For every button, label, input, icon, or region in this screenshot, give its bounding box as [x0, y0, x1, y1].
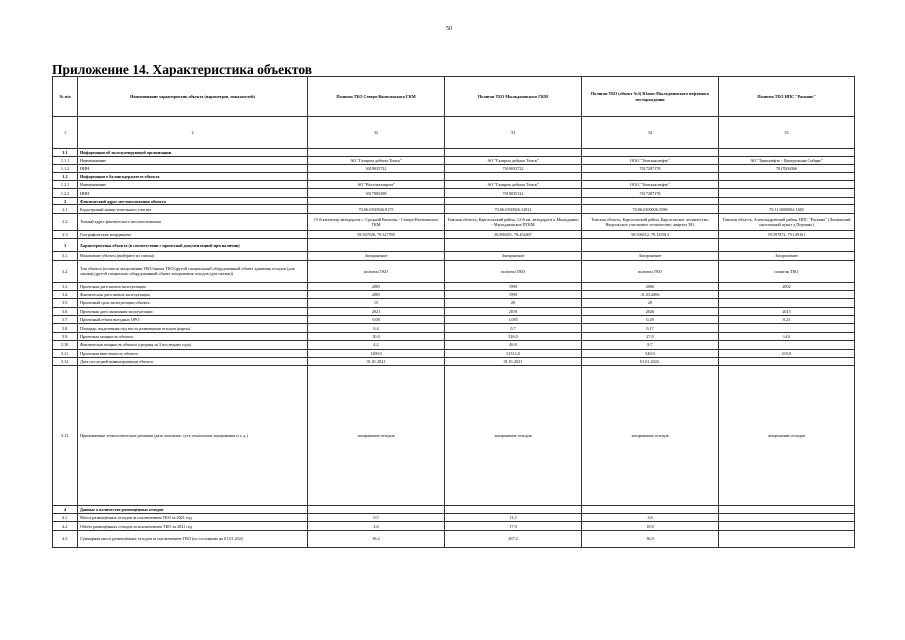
value-cell: полигон ТКО [582, 260, 719, 282]
row-label: Проектный объем въездных ОРО [78, 316, 308, 324]
empty-cell [308, 239, 445, 252]
value-cell: 1999 [445, 290, 582, 298]
table-row [53, 290, 855, 298]
value-cell: 2019 [445, 307, 582, 315]
column-number: 1 [53, 117, 78, 149]
section-label: Характеристика объекта (в соответствии с проектной документацией при наличии) [78, 239, 308, 252]
value-cell: АО "Востокгазпром" [308, 180, 445, 188]
value-cell: 20 [582, 299, 719, 307]
row-number: 4.1. [53, 514, 78, 522]
section-row [53, 506, 855, 514]
section-row [53, 173, 855, 181]
column-header: Полигон ТБО (объект №3) Южно-Мыльджинского нефтяного месторождения [582, 77, 719, 117]
value-cell: Томская область, Каргасокский район, 12-й км. автодороги к Мыльджино - Мыльджинское ПГКМ [445, 213, 582, 230]
value-cell: 49,8 [445, 341, 582, 349]
empty-cell [445, 149, 582, 157]
row-label: Наименование [78, 156, 308, 164]
value-cell: 7019035722 [445, 164, 582, 172]
column-header: Полигон ТБО Северо-Васюганского ГКМ [308, 77, 445, 117]
row-label: Фактическая мощность объекта (средняя за 3 последних года) [78, 341, 308, 349]
column-number: 32 [308, 117, 445, 149]
row-number: 3.3. [53, 282, 78, 290]
column-header: Полигон ТБО НПС "Раскино" [719, 77, 855, 117]
column-number: 35 [719, 117, 855, 149]
value-cell [719, 180, 855, 188]
value-cell: полигон ТКО [308, 260, 445, 282]
row-number: 3.2. [53, 260, 78, 282]
section-row [53, 197, 855, 205]
value-cell: 17,9 [445, 522, 582, 530]
row-number: 4.3. [53, 530, 78, 547]
row-label: Применяемые технологические решения (дать описание: суть технологии захоронения и т. д.) [78, 366, 308, 506]
row-number: 3.13. [53, 366, 78, 506]
value-cell: 0,5 [308, 514, 445, 522]
page-number: 50 [446, 26, 452, 32]
value-cell: 4,2 [308, 341, 445, 349]
value-cell: 1200,0 [308, 349, 445, 357]
row-label: Проектный срок эксплуатации объекта [78, 299, 308, 307]
value-cell: 267,4 [445, 530, 582, 547]
row-number: 3.9. [53, 332, 78, 340]
row-number: 3.8. [53, 324, 78, 332]
row-number: 4 [53, 506, 78, 514]
value-cell: 14,0 [719, 332, 855, 340]
row-label: ИНН [78, 164, 308, 172]
empty-cell [582, 239, 719, 252]
value-cell [719, 530, 855, 547]
value-cell: 2006 [582, 282, 719, 290]
table-row [53, 180, 855, 188]
value-cell: 59.347928, 79.327595 [308, 230, 445, 238]
value-cell: 1,085 [445, 316, 582, 324]
value-cell: 59.597872, 79.149161 [719, 230, 855, 238]
value-cell: 2,6 [308, 522, 445, 530]
row-label: Географические координаты [78, 230, 308, 238]
value-cell: 31512,0 [445, 349, 582, 357]
value-cell: 540,0 [582, 349, 719, 357]
row-label: Суммарная масса размещённых отходов за исключением ТКО (по состоянию на 01.01.2022 [78, 530, 308, 547]
value-cell: 7017287178 [582, 189, 719, 197]
empty-cell [445, 197, 582, 205]
column-header: № п/п [53, 77, 78, 117]
empty-cell [582, 197, 719, 205]
table-row [53, 366, 855, 506]
row-number: 1.1 [53, 149, 78, 157]
section-label: Данные о количестве размещённых отходов [78, 506, 308, 514]
value-cell: 58.506512, 78.125014 [582, 230, 719, 238]
empty-cell [582, 506, 719, 514]
value-cell: полигон ТКО [445, 260, 582, 282]
page-title: Приложение 14. Характеристика объектов [52, 62, 313, 77]
column-header: Наименование характеристик объекта (параметров, показателей) [78, 77, 308, 117]
value-cell: 70:06:0100026:12812 [445, 205, 582, 213]
value-cell: 36,9 [582, 530, 719, 547]
table-row [53, 307, 855, 315]
table-row [53, 332, 855, 340]
column-number: 34 [582, 117, 719, 149]
row-label: ИНН [78, 189, 308, 197]
row-label: Дата последней инвентаризации объекта [78, 358, 308, 366]
value-cell: 526,0 [445, 332, 582, 340]
row-label: Тип объекта (полигон захоронения ТКО/свалка ТКО/другой специальный оборудованный объект хранения отходов (для свалки)/другой специально оборудованный объект захоронения отходов (для свалки)) [78, 260, 308, 282]
value-cell [719, 189, 855, 197]
column-header: Полигон ТБО Мыльджинского ГКМ [445, 77, 582, 117]
value-cell: 3,6 [582, 514, 719, 522]
value-cell: АО "Транснефть - Центральная Сибирь" [719, 156, 855, 164]
empty-cell [308, 506, 445, 514]
value-cell: 11,3 [445, 514, 582, 522]
value-cell: 8,7 [582, 341, 719, 349]
row-label: Кадастровый номер земельного участка [78, 205, 308, 213]
value-cell: 210,0 [719, 349, 855, 357]
value-cell: Захоронение [719, 252, 855, 260]
value-cell: 0,23 [719, 316, 855, 324]
section-label: Фактический адрес местоположения объекта [78, 197, 308, 205]
table-row [53, 341, 855, 349]
value-cell: ООО "Томская нефть" [582, 156, 719, 164]
value-cell: 2005 [308, 290, 445, 298]
row-number: 3 [53, 239, 78, 252]
section-label: Информация об эксплуатирующей организации [78, 149, 308, 157]
table-row [53, 230, 855, 238]
value-cell: 7017004366 [719, 164, 855, 172]
empty-cell [719, 149, 855, 157]
row-number: 1.2.2 [53, 189, 78, 197]
table-row [53, 522, 855, 530]
value-cell [719, 522, 855, 530]
empty-cell [308, 197, 445, 205]
empty-cell [308, 173, 445, 181]
value-cell: 01.01.2021 [308, 358, 445, 366]
value-cell: 0,17 [582, 324, 719, 332]
value-cell: 01.01.2022. [582, 358, 719, 366]
value-cell: захоронение отходов [582, 366, 719, 506]
section-label: Информация о балансодержателе объекта [78, 173, 308, 181]
row-label: Назначение объекта (выберите из списка) [78, 252, 308, 260]
table-row [53, 316, 855, 324]
table-row [53, 213, 855, 230]
value-cell: 2026 [582, 307, 719, 315]
table-row [53, 164, 855, 172]
row-number: 3.10. [53, 341, 78, 349]
value-cell: 7017287178 [582, 164, 719, 172]
value-cell: 2021 [308, 307, 445, 315]
value-cell: 1999 [445, 282, 582, 290]
value-cell [719, 324, 855, 332]
value-cell [719, 299, 855, 307]
value-cell: 0,29 [582, 316, 719, 324]
column-number: 33 [445, 117, 582, 149]
empty-cell [445, 173, 582, 181]
row-label: Проектная дата начала эксплуатации [78, 282, 308, 290]
value-cell: ООО "Томская нефть" [582, 180, 719, 188]
row-number: 1.1.1 [53, 156, 78, 164]
value-cell: 50,0 [308, 332, 445, 340]
table-row [53, 299, 855, 307]
row-number: 2 [53, 197, 78, 205]
value-cell: 18,0 [582, 522, 719, 530]
table-row [53, 282, 855, 290]
value-cell: 20 [445, 299, 582, 307]
value-cell: 0,7 [445, 324, 582, 332]
value-cell: 15 [308, 299, 445, 307]
value-cell: 58.890451, 78.454407 [445, 230, 582, 238]
section-row [53, 239, 855, 252]
table-row [53, 252, 855, 260]
empty-cell [445, 239, 582, 252]
table-row [53, 189, 855, 197]
value-cell: АО "Газпром добыча Томск" [445, 180, 582, 188]
row-number: 2.3 [53, 230, 78, 238]
value-cell: АО "Газпром добыча Томск" [308, 156, 445, 164]
table-row [53, 530, 855, 547]
row-number: 3.1. [53, 252, 78, 260]
objects-table [52, 76, 855, 548]
value-cell: полигон ТКО [719, 260, 855, 282]
value-cell: 0,4 [308, 324, 445, 332]
row-number: 3.7. [53, 316, 78, 324]
value-cell: 7019035122 [445, 189, 582, 197]
empty-cell [719, 173, 855, 181]
value-cell: 3017005298 [308, 189, 445, 197]
row-label: Фактическая дата начала эксплуатации [78, 290, 308, 298]
value-cell [719, 290, 855, 298]
column-number-row [53, 117, 855, 149]
row-label: Точный адрес фактического местоположения [78, 213, 308, 230]
row-number: 1.2 [53, 173, 78, 181]
value-cell: 18,2 [308, 530, 445, 547]
table-row [53, 156, 855, 164]
value-cell: Томская область, Каргасокский район, Каргасокское лесничество, Нюрольское участковое лесничество, квартал 581 [582, 213, 719, 230]
empty-cell [445, 506, 582, 514]
empty-cell [719, 506, 855, 514]
value-cell: 2015 [719, 307, 855, 315]
table-header-row [53, 77, 855, 117]
row-number: 2.2 [53, 213, 78, 230]
empty-cell [719, 239, 855, 252]
table-row [53, 349, 855, 357]
row-label: Наименование [78, 180, 308, 188]
value-cell: Захоронение [445, 252, 582, 260]
value-cell: Захоронение [582, 252, 719, 260]
value-cell: АО "Газпром добыча Томск" [445, 156, 582, 164]
value-cell: 3019035722 [308, 164, 445, 172]
row-label: Проектная мощность объекта [78, 332, 308, 340]
row-number: 3.4. [53, 290, 78, 298]
row-number: 1.1.2 [53, 164, 78, 172]
value-cell: 2002 [719, 282, 855, 290]
value-cell: 01.01.2021 [445, 358, 582, 366]
row-label: Масса размещённых отходов за исключением ТКО за 2021 год [78, 514, 308, 522]
value-cell: захоронение отходов [308, 366, 445, 506]
value-cell: захоронение отходов [719, 366, 855, 506]
column-number: 2 [78, 117, 308, 149]
table-row [53, 514, 855, 522]
row-number: 3.5. [53, 299, 78, 307]
table-row [53, 260, 855, 282]
value-cell: захоронение отходов [445, 366, 582, 506]
row-number: 3.11. [53, 349, 78, 357]
value-cell [719, 514, 855, 522]
value-cell: 0,08 [308, 316, 445, 324]
row-number: 1.2.1 [53, 180, 78, 188]
row-label: Проектная дата окончания эксплуатации [78, 307, 308, 315]
value-cell: 70:06:0100026:9175 [308, 205, 445, 213]
value-cell: 31.03.2006 [582, 290, 719, 298]
row-label: Объём размещённых отходов за исключением ТКО за 2021 год [78, 522, 308, 530]
value-cell: Захоронение [308, 252, 445, 260]
value-cell: Томская область, Александровский район, НПС "Раскино" (Лопаевский населенный пункт д Порчино) [719, 213, 855, 230]
value-cell: 70:11:0000002:1683 [719, 205, 855, 213]
row-number: 3.12. [53, 358, 78, 366]
value-cell: 27,0 [582, 332, 719, 340]
row-number: 2.1 [53, 205, 78, 213]
value-cell: 15-й километр автодороги с. Средний Васюган - Северо-Васюганское ГКМ [308, 213, 445, 230]
empty-cell [719, 197, 855, 205]
empty-cell [308, 149, 445, 157]
row-number: 4.2. [53, 522, 78, 530]
value-cell [719, 358, 855, 366]
value-cell: 70:06:0100026:5586 [582, 205, 719, 213]
value-cell [719, 341, 855, 349]
table-row [53, 324, 855, 332]
row-label: Площадь, выделенная под места размещения отходов (карты) [78, 324, 308, 332]
row-label: Проектная вместимость объекта [78, 349, 308, 357]
section-row [53, 149, 855, 157]
row-number: 3.6. [53, 307, 78, 315]
empty-cell [582, 173, 719, 181]
empty-cell [582, 149, 719, 157]
value-cell: 2005 [308, 282, 445, 290]
table-row [53, 205, 855, 213]
table-row [53, 358, 855, 366]
